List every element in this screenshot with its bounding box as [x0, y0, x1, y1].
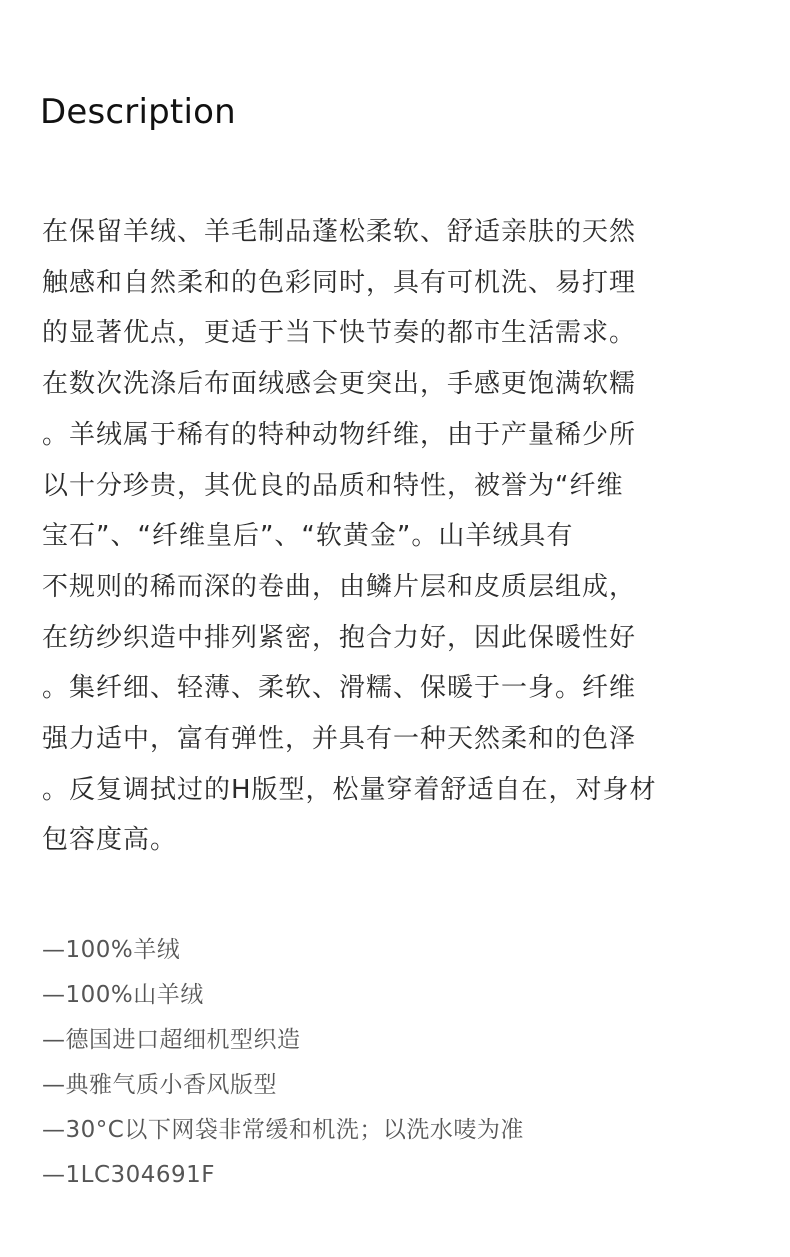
description-line: 。集纤细、轻薄、柔软、滑糯、保暖于一身。纤维 [42, 673, 637, 704]
feature-item: —典雅气质小香风版型 [42, 1072, 277, 1098]
description-line: 在数次洗涤后布面绒感会更突出，手感更饱满软糯 [42, 369, 637, 400]
feature-item: —30°C以下网袋非常缓和机洗；以洗水唛为准 [42, 1117, 524, 1143]
feature-item: —100%羊绒 [42, 937, 181, 963]
description-line: 触感和自然柔和的色彩同时，具有可机洗、易打理 [42, 267, 637, 298]
description-line: 以十分珍贵，其优良的品质和特性，被誉为“纤维 [42, 470, 624, 501]
feature-item: —德国进口超细机型织造 [42, 1027, 301, 1053]
description-paragraph [42, 207, 762, 866]
description-line: 包容度高。 [42, 825, 178, 856]
description-line: 。反复调拭过的H版型，松量穿着舒适自在，对身材 [42, 774, 657, 805]
description-line: 在保留羊绒、羊毛制品蓬松柔软、舒适亲肤的天然 [42, 217, 637, 247]
section-title: Description [40, 92, 236, 132]
description-line: 在纺纱织造中排列紧密，抱合力好，因此保暖性好 [42, 622, 637, 653]
feature-list [42, 928, 524, 1198]
feature-item: —1LC304691F [42, 1162, 216, 1188]
description-line: 强力适中，富有弹性，并具有一种天然柔和的色泽 [42, 724, 637, 755]
description-line: 。羊绒属于稀有的特种动物纤维，由于产量稀少所 [42, 419, 637, 450]
description-line: 不规则的稀而深的卷曲，由鳞片层和皮质层组成， [42, 571, 637, 602]
description-line: 的显著优点，更适于当下快节奏的都市生活需求。 [42, 318, 637, 349]
description-line: 宝石”、“纤维皇后”、“软黄金”。山羊绒具有 [42, 521, 574, 552]
feature-item: —100%山羊绒 [42, 982, 204, 1008]
